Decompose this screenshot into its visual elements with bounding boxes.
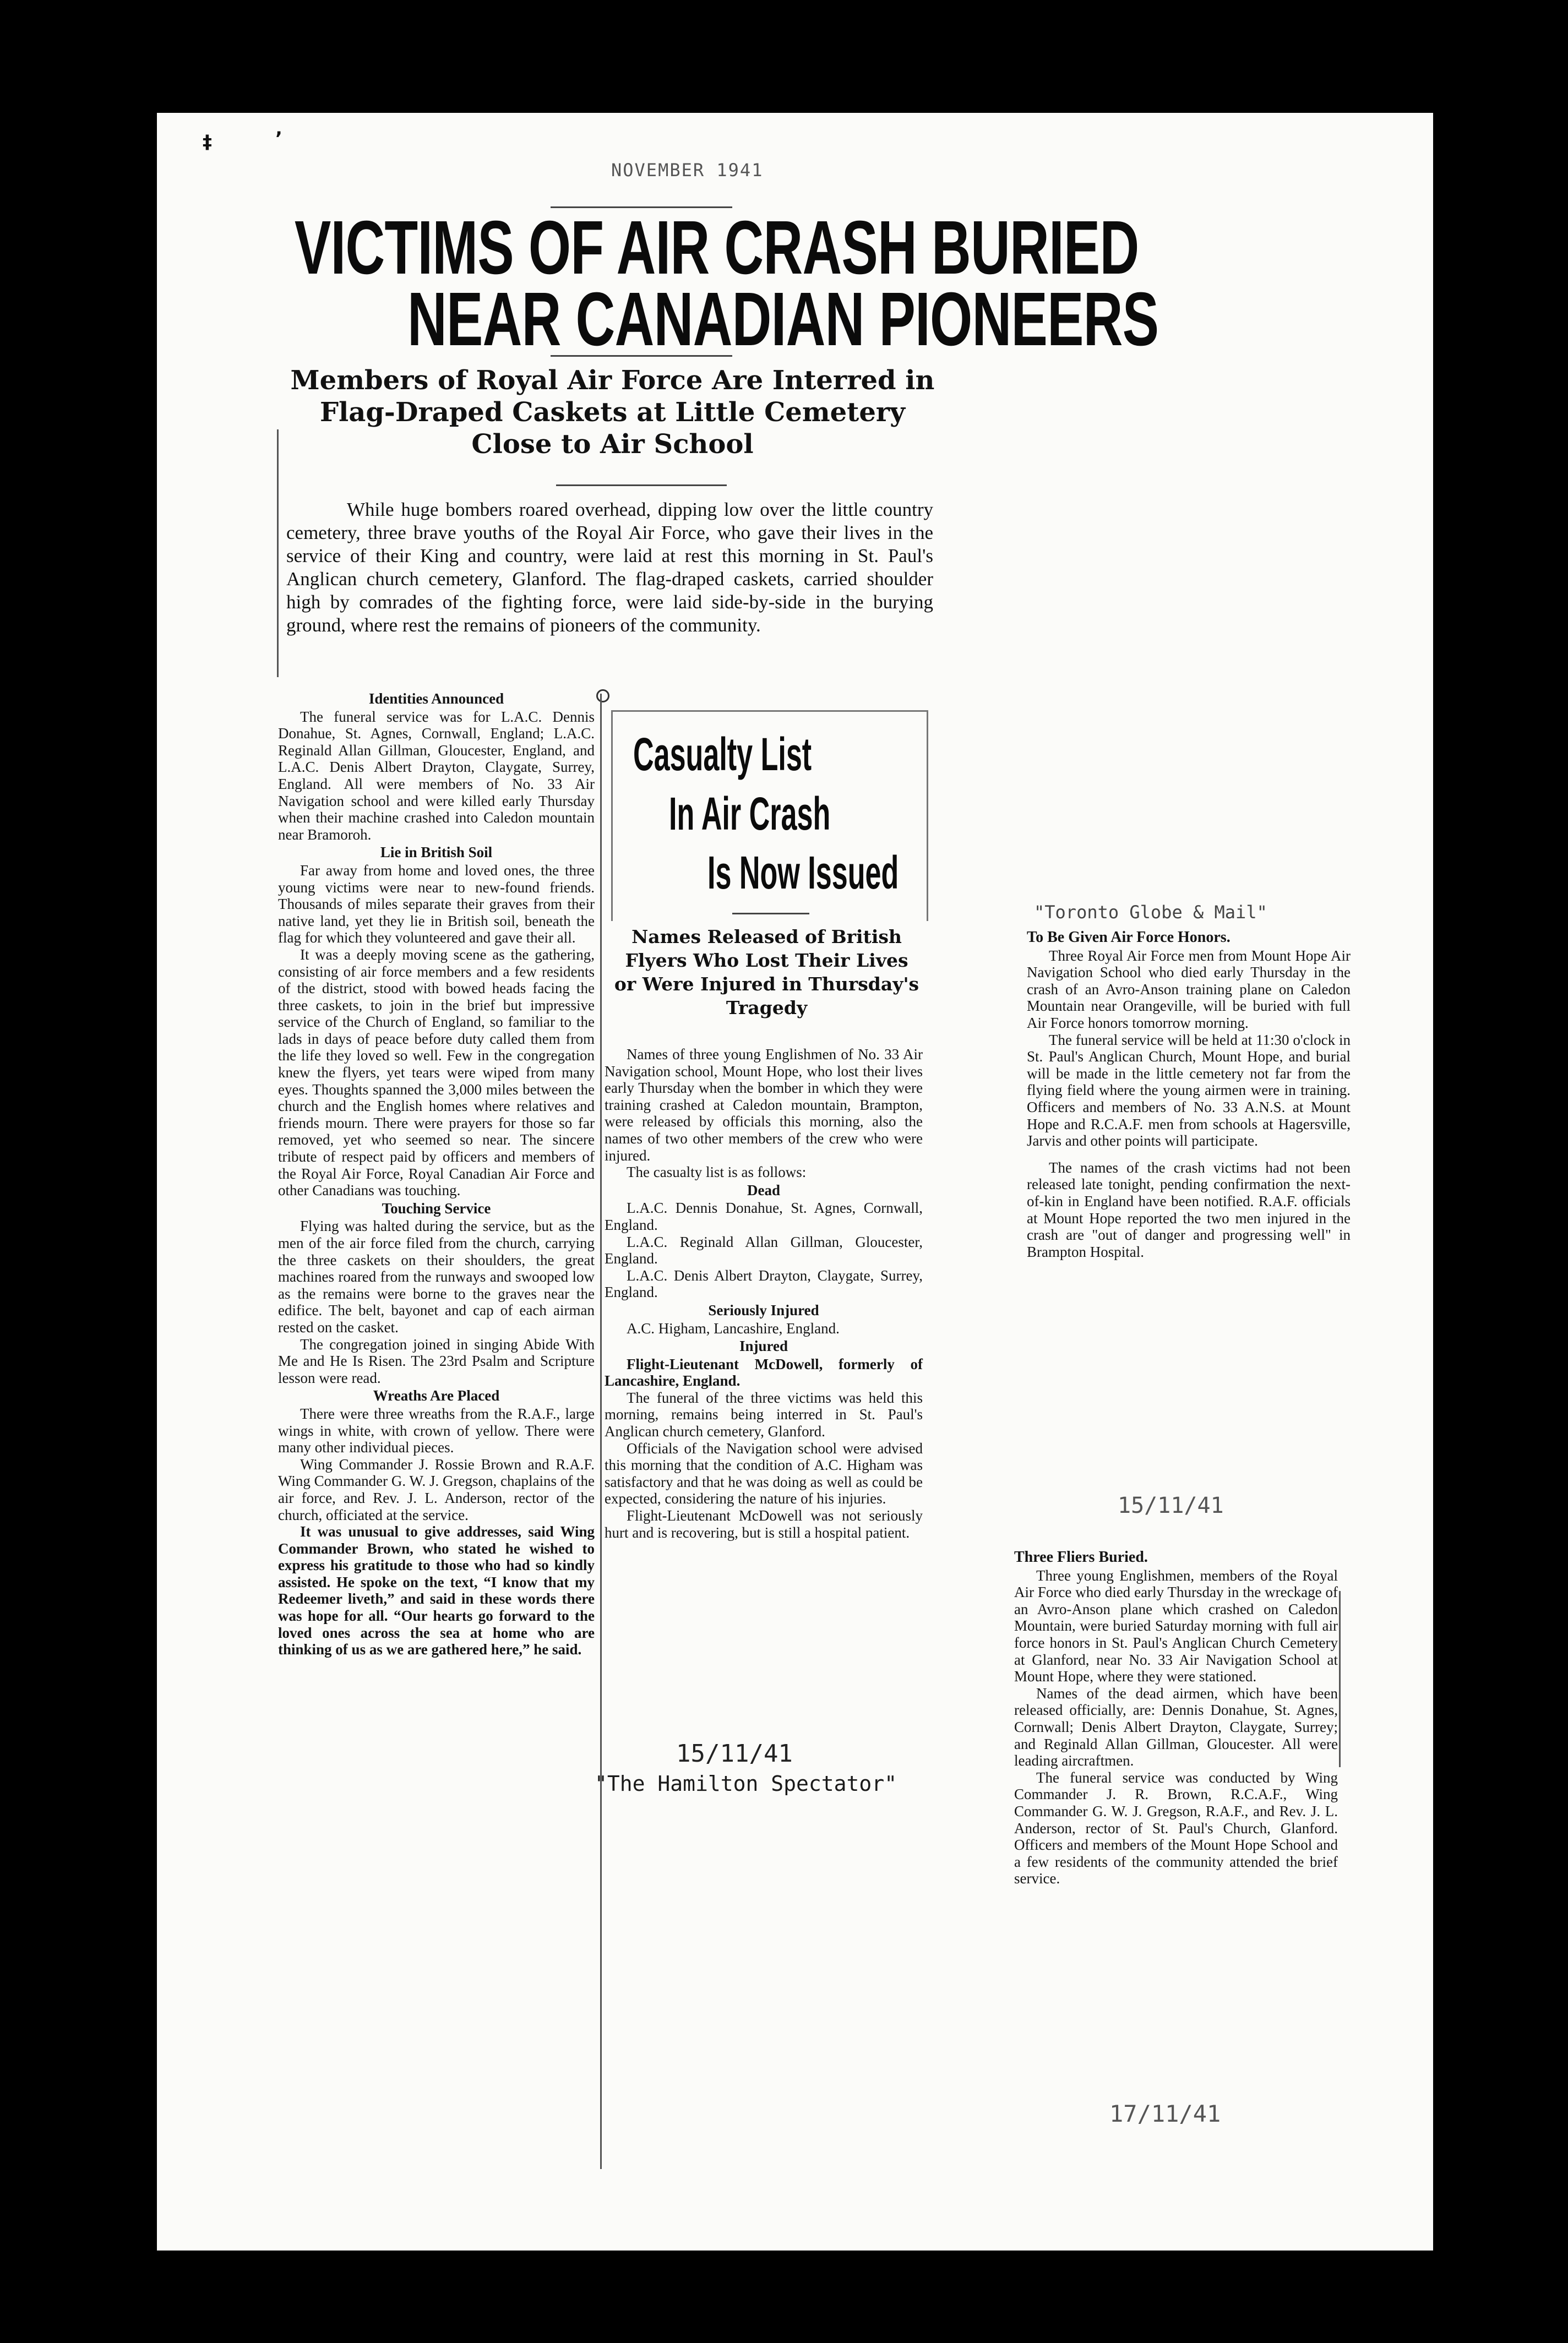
divider [732, 913, 809, 914]
paragraph: Wing Commander J. Rossie Brown and R.A.F. Wing Commander G. W. J. Gregson, chaplains of the air force, and Rev. J. L. Anderson, rector of the church, officiated at the service. [278, 1456, 595, 1523]
casualty-deck: Names Released of British Flyers Who Lost Their Lives or Were Injured in Thursday's Tragedy [614, 926, 919, 1018]
paragraph: The names of the crash victims had not been released late tonight, pending confirmation the next-of-kin in England have been notified. R.A.F. officials at Mount Hope reported the two men injured in the crash are "out of danger and progressing well" in Brampton Hospital. [1027, 1159, 1351, 1260]
ornament [596, 689, 609, 702]
column-rule [600, 694, 602, 2169]
source-label: "The Hamilton Spectator" [595, 1772, 897, 1796]
main-headline-line1: VICTIMS OF AIR CRASH BURIED [295, 205, 1139, 290]
paragraph: It was a deeply moving scene as the gathering, consisting of air force members and a few residents of the district, stood with bowed heads facing the three caskets, to join in the brief but impressive service of the Church of England, so familiar to the lads in days of peace before duty called them from the life they loved so well. Few in the congregation knew the flyers, yet tears were wiped from many eyes. Thoughts spanned the 3,000 miles between the church and the English homes where relatives and friends mourn. There were prayers for those so far removed, yet who seemed so near. The sincere tribute of respect paid by officers and members of the Royal Air Force, Royal Canadian Air Force and other Canadians was touching. [278, 946, 595, 1199]
fliers-headline: Three Fliers Buried. [1014, 1549, 1148, 1566]
paragraph: Officials of the Navigation school were advised this morning that the condition of A.C. Higham was satisfactory and that he was doing as well as could be expected, considering the nature of his injuries. [605, 1440, 923, 1507]
casualty-headline-line3: Is Now Issued [707, 847, 899, 898]
main-headline-line2: NEAR CANADIAN PIONEERS [407, 277, 1159, 362]
subhead-dead: Dead [747, 1181, 780, 1198]
subhead-identities: Identities Announced [368, 690, 504, 707]
handwritten-date: 15/11/41 [1118, 1493, 1224, 1518]
divider [556, 484, 727, 486]
subhead-lie-in-soil: Lie in British Soil [380, 844, 493, 861]
casualty-entry: L.A.C. Denis Albert Drayton, Claygate, Surrey, England. [605, 1267, 923, 1301]
paragraph: Three Royal Air Force men from Mount Hope Air Navigation School who died early Thursday in the crash of an Avro-Anson training plane on Caledon Mountain near Orangeville, will be buried with full Air Force honors tomorrow morning. [1027, 947, 1351, 1031]
paragraph: There were three wreaths from the R.A.F., large wings in white, with crown of yellow. There were many other individual pieces. [278, 1405, 595, 1456]
fliers-column-body [1014, 1548, 1338, 1887]
paragraph: Names of the dead airmen, which have been released officially, are: Dennis Donahue, St. Agnes, Cornwall; Denis Albert Drayton, Claygate, Surrey; and Reginald Allan Gillman, Gloucester. All were leading aircraftmen. [1014, 1685, 1338, 1769]
casualty-entry: L.A.C. Reginald Allan Gillman, Gloucester, England. [605, 1233, 923, 1267]
subhead-seriously-injured: Seriously Injured [708, 1301, 819, 1318]
paragraph: Three young Englishmen, members of the Royal Air Force who died early Thursday in the wreckage of an Avro-Anson plane which crashed on Caledon Mountain, were buried Saturday morning with full air force honors in St. Paul's Anglican Church Cemetery at Glanford, near No. 33 Air Navigation School at Mount Hope, where they were stationed. [1014, 1567, 1338, 1685]
paragraph: Far away from home and loved ones, the three young victims were near to new-found friends. Thousands of miles separate their graves from their native land, yet they lie in British soil, beneath the flag for which they volunteered and gave their all. [278, 862, 595, 946]
main-column-body [278, 689, 595, 1658]
casualty-entry: Flight-Lieutenant McDowell, formerly of Lancashire, England. [605, 1355, 923, 1390]
column-rule [1339, 1591, 1341, 1767]
paragraph: The funeral service was conducted by Wing Commander J. R. Brown, R.C.A.F., Wing Commander G. W. J. Gregson, R.A.F., and Rev. J. L. Anderson, rector of St. Paul's Church, Glanford. Officers and members of the Mount Hope School and a few residents of the community attended the brief service. [1014, 1769, 1338, 1887]
casualty-headline-line2: In Air Crash [669, 788, 831, 840]
casualty-entry: A.C. Higham, Lancashire, England. [627, 1320, 840, 1337]
handwritten-date: 15/11/41 [676, 1740, 793, 1768]
column-rule [277, 429, 279, 677]
subhead-touching-service: Touching Service [382, 1200, 491, 1217]
paragraph: The casualty list is as follows: [627, 1164, 807, 1181]
paragraph: The funeral of the three victims was held this morning, remains being interred in St. Paul's Anglican church cemetery, Glanford. [605, 1389, 923, 1440]
date-stamp: NOVEMBER 1941 [611, 160, 764, 181]
source-label: "Toronto Globe & Mail" [1034, 902, 1267, 923]
casualty-column-body [605, 1046, 923, 1541]
globe-column-body [1027, 928, 1351, 1260]
subhead-wreaths: Wreaths Are Placed [373, 1387, 500, 1404]
paragraph: The funeral service was for L.A.C. Dennis Donahue, St. Agnes, Cornwall, England; L.A.C. Reginald Allan Gillman, Gloucester, England, and L.A.C. Denis Albert Drayton, Claygate, Surrey, England. All were members of No. 33 Air Navigation school and were killed early Thursday when their machine crashed into Caledon mountain near Bramoroh. [278, 708, 595, 843]
subhead-injured: Injured [739, 1338, 788, 1355]
paragraph: Flight-Lieutenant McDowell was not seriously hurt and is recovering, but is still a hospital patient. [605, 1507, 923, 1541]
paragraph: Flying was halted during the service, but as the men of the air force filed from the church, carrying the three caskets on their shoulders, the great machines roared from the runways and swooped low as the remains were borne to the graves near the edifice. The belt, bayonet and cap of each airman rested on the casket. [278, 1218, 595, 1336]
casualty-headline-line1: Casualty List [633, 728, 812, 780]
paragraph: The congregation joined in singing Abide With Me and He Is Risen. The 23rd Psalm and Scripture lesson were read. [278, 1336, 595, 1386]
globe-headline: To Be Given Air Force Honors. [1027, 929, 1231, 946]
casualty-entry: L.A.C. Dennis Donahue, St. Agnes, Cornwall, England. [605, 1200, 923, 1233]
margin-mark: ‡ [203, 131, 212, 153]
paragraph: The funeral service will be held at 11:30 o'clock in St. Paul's Anglican Church, Mount Hope, and burial will be made in the little cemetery not far from the flying field where the young airmen were in training. Officers and members of No. 33 A.N.S. at Mount Hope and R.C.A.F. men from schools at Hagersville, Jarvis and other points will participate. [1027, 1031, 1351, 1149]
main-lead: While huge bombers roared overhead, dipping low over the little country cemetery, three brave youths of the Royal Air Force, who gave their lives in the service of their King and country, were laid at rest this morning in St. Paul's Anglican church cemetery, Glanford. The flag-draped caskets, carried shoulder high by comrades of the fighting force, were laid side-by-side in the burying ground, where rest the remains of pioneers of the community. [286, 499, 933, 636]
margin-mark: ʼ [275, 128, 282, 150]
paragraph: It was unusual to give addresses, said Wing Commander Brown, who stated he wished to express his gratitude to those who had so kindly assisted. He spoke on the text, “I know that my Redeemer liveth,” and said in these words there was hope for all. “Our hearts go forward to the loved ones across the sea at home who are thinking of us as we are gathered here,” he said. [278, 1523, 595, 1658]
paragraph: Names of three young Englishmen of No. 33 Air Navigation school, Mount Hope, who lost their lives early Thursday when the bomber in which they were training crashed at Caledon mountain, Brampton, were released by officials this morning, also the names of two other members of the crew who were injured. [605, 1046, 923, 1164]
divider [551, 355, 732, 357]
main-deck: Members of Royal Air Force Are Interred in Flag-Draped Caskets at Little Cemetery Close to Air School [290, 365, 935, 460]
handwritten-date: 17/11/41 [1109, 2100, 1221, 2127]
